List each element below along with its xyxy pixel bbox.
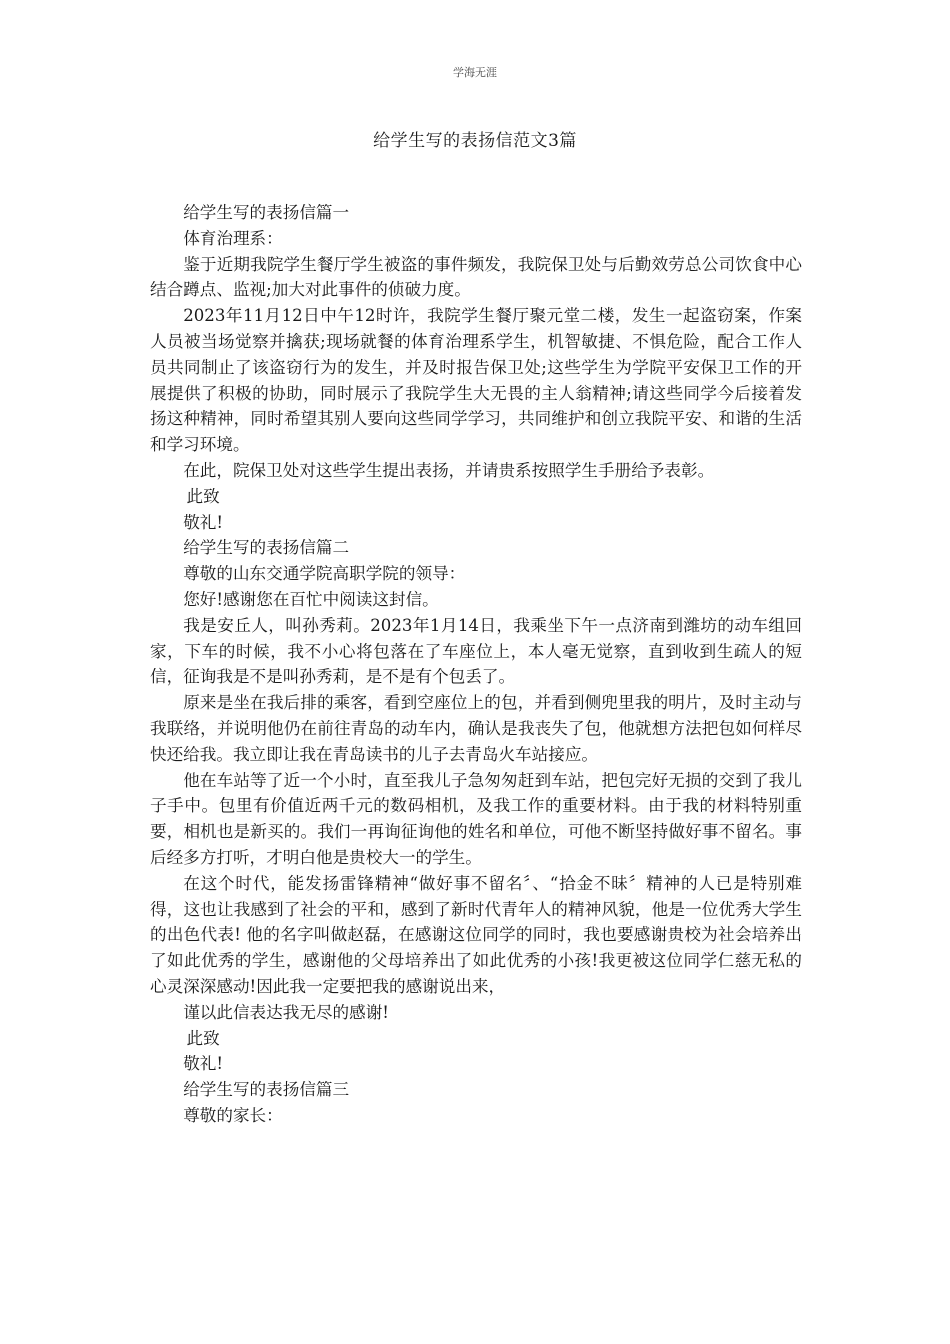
letter2-paragraph: 他在车站等了近一个小时，直至我儿子急匆匆赶到车站，把包完好无损的交到了我儿子手中。包里有价值近两千元的数码相机，及我工作的重要材料。由于我的材料特别重要，相机也是新买的。我们一再询征询他的姓名和单位，可他不断坚持做好事不留名。事后经多方打听，才明白他是贵校大一的学生。 <box>150 770 802 867</box>
document-title: 给学生写的表扬信范文3篇 <box>373 131 577 151</box>
letter2-salutation: 尊敬的山东交通学院高职学院的领导： <box>183 564 466 584</box>
letter2-greeting: 您好!感谢您在百忙中阅读这封信。 <box>183 589 439 609</box>
document-body <box>150 200 802 1129</box>
letter2-regards: 敬礼! <box>183 1054 224 1074</box>
letter2-heading: 给学生写的表扬信篇二 <box>183 538 350 558</box>
letter3-heading: 给学生写的表扬信篇三 <box>183 1080 350 1100</box>
letter1-paragraph: 在此，院保卫处对这些学生提出表扬，并请贵系按照学生手册给予表彰。 <box>183 460 715 480</box>
letter3-salutation: 尊敬的家长： <box>183 1105 283 1125</box>
letter2-thanks: 谨以此信表达我无尽的感谢! <box>183 1002 389 1022</box>
letter2-paragraph: 我是安丘人，叫孙秀莉。2023年1月14日，我乘坐下午一点济南到潍坊的动车组回家，下车的时候，我不小心将包落在了车座位上，本人毫无觉察，直到收到生疏人的短信，征询我是不是叫孙秀莉，是不是有个包丢了。 <box>150 615 802 687</box>
letter1-closing: 此致 <box>186 486 220 506</box>
letter1-paragraph: 2023年11月12日中午12时许，我院学生餐厅聚元堂二楼，发生一起盗窃案，作案人员被当场觉察并擒获;现场就餐的体育治理系学生，机智敏捷、不惧危险，配合工作人员共同制止了该盗窃行为的发生，并及时报告保卫处;这些学生为学院平安保卫工作的开展提供了积极的协助，同时展示了我院学生大无畏的主人翁精神;请这些同学今后接着发扬这种精神，同时希望其别人要向这些同学学习，共同维护和创立我院平安、和谐的生活和学习环境。 <box>150 306 802 455</box>
letter2-closing: 此致 <box>186 1028 220 1048</box>
letter2-paragraph: 在这个时代，能发扬雷锋精神“做好事不留名〞、“拾金不昧〞精神的人已是特别难得，这也让我感到了社会的平和，感到了新时代青年人的精神风貌，他是一位优秀大学生的出色代表! 他的名字叫做赵磊，在感谢这位同学的同时，我也要感谢贵校为社会培养出了如此优秀的学生，感谢他的父母培养出了如此优秀的小孩!我更被这位同学仁慈无私的心灵深深感动!因此我一定要把我的感谢说出来， <box>150 873 802 996</box>
letter1-salutation: 体育治理系： <box>183 228 283 248</box>
page-header: 学海无涯 <box>453 66 497 79</box>
letter1-regards: 敬礼! <box>183 512 224 532</box>
letter1-paragraph: 鉴于近期我院学生餐厅学生被盗的事件频发，我院保卫处与后勤效劳总公司饮食中心结合蹲点、监视;加大对此事件的侦破力度。 <box>150 254 802 300</box>
letter2-paragraph: 原来是坐在我后排的乘客，看到空座位上的包，并看到侧兜里我的明片，及时主动与我联络，并说明他仍在前往青岛的动车内，确认是我丧失了包，他就想方法把包如何样尽快还给我。我立即让我在青岛读书的儿子去青岛火车站接应。 <box>150 693 802 764</box>
letter1-heading: 给学生写的表扬信篇一 <box>183 203 350 222</box>
